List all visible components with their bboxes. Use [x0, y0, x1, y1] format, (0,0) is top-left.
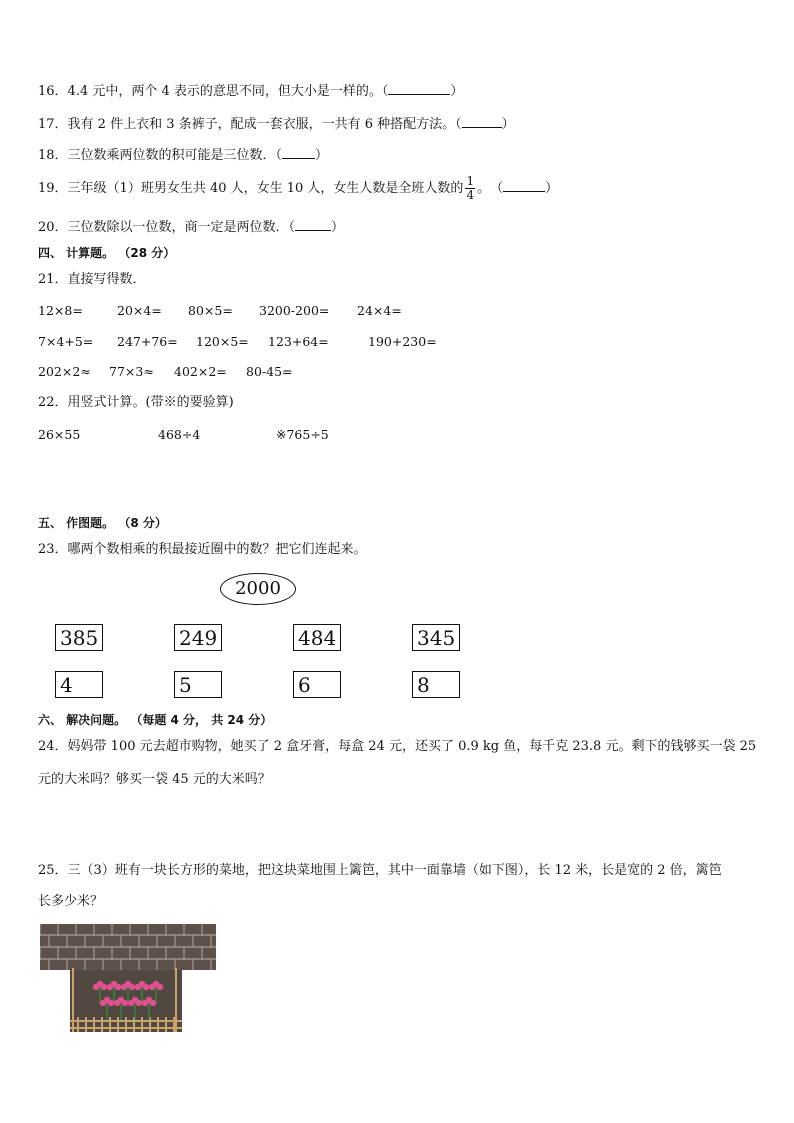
calc-item: 202×2≈: [38, 364, 91, 379]
paren-close: ）: [545, 181, 559, 196]
number-box[interactable]: 8: [412, 671, 460, 698]
question-16: [38, 82, 463, 101]
calc-item: 26×55: [38, 427, 81, 442]
calc-item: 120×5=: [196, 334, 249, 349]
answer-blank[interactable]: [462, 115, 502, 128]
number-box[interactable]: 4: [55, 671, 103, 698]
calc-item: 247+76=: [117, 334, 178, 349]
question-23: 23．哪两个数相乘的积最接近圈中的数？把它们连起来。: [38, 542, 367, 557]
number-box[interactable]: 345: [412, 624, 460, 651]
answer-blank[interactable]: [388, 82, 450, 95]
question-19-after: 。 （: [477, 181, 504, 196]
number-box[interactable]: 6: [293, 671, 341, 698]
question-16-text: 16．4.4 元中，两个 4 表示的意思不同，但大小是一样的。（: [38, 84, 389, 99]
question-19: [38, 174, 558, 204]
calc-item: 80×5=: [188, 303, 233, 318]
question-19-text: 19．三年级（1）班男女生共 40 人，女生 10 人，女生人数是全班人数的: [38, 181, 464, 196]
question-25-line-1: 25．三（3）班有一块长方形的菜地，把这块菜地围上篱笆，其中一面靠墙（如下图），长 12 米，长是宽的 2 倍，篱笆: [38, 863, 722, 878]
question-24-line-2: 元的大米吗？够买一袋 45 元的大米吗？: [38, 772, 271, 787]
calc-item: 7×4+5=: [38, 334, 94, 349]
section-6-heading: 六、 解决问题。 （每题 4 分， 共 24 分）: [38, 713, 273, 727]
answer-blank[interactable]: [295, 218, 331, 231]
calc-item: 77×3≈: [109, 364, 154, 379]
question-24-line-1: 24．妈妈带 100 元去超市购物，她买了 2 盒牙膏，每盒 24 元，还买了 0.9 kg 鱼，每千克 23.8 元。剩下的钱够买一袋 25: [38, 739, 757, 754]
calc-item: 3200-200=: [259, 303, 330, 318]
question-21: 21．直接写得数．: [38, 272, 146, 287]
answer-blank[interactable]: [282, 146, 315, 159]
calc-item: 24×4=: [357, 303, 402, 318]
number-box[interactable]: 249: [174, 624, 222, 651]
question-18-text: 18．三位数乘两位数的积可能是三位数．（: [38, 148, 283, 163]
paren-close: ）: [501, 117, 515, 132]
question-25-line-2: 长多少米？: [38, 894, 104, 909]
garden-illustration: [40, 924, 218, 1038]
question-17: [38, 115, 515, 134]
question-20-text: 20．三位数除以一位数，商一定是两位数．（: [38, 220, 296, 235]
question-17-text: 17．我有 2 件上衣和 3 条裤子，配成一套衣服，一共有 6 种搭配方法。（: [38, 117, 462, 132]
question-20: [38, 218, 344, 237]
calc-item: 402×2=: [174, 364, 227, 379]
section-4-heading: 四、 计算题。 （28 分）: [38, 246, 176, 260]
question-18: [38, 146, 328, 165]
section-5-heading: 五、 作图题。 （8 分）: [38, 516, 167, 530]
number-box[interactable]: 385: [55, 624, 103, 651]
calc-item: 12×8=: [38, 303, 83, 318]
number-box[interactable]: 484: [293, 624, 341, 651]
paren-close: ）: [450, 84, 464, 99]
answer-blank[interactable]: [503, 179, 545, 192]
calc-item: 190+230=: [368, 334, 437, 349]
calc-item: 468÷4: [158, 427, 201, 442]
number-box[interactable]: 5: [174, 671, 222, 698]
calc-item: 80-45=: [246, 364, 293, 379]
target-circle: 2000: [220, 573, 296, 605]
paren-close: ）: [331, 220, 345, 235]
question-22: 22．用竖式计算。(带※的要验算): [38, 395, 234, 410]
calc-item: 20×4=: [117, 303, 162, 318]
paren-close: ）: [315, 148, 329, 163]
fraction: $\frac{1}{4}$: [466, 174, 475, 202]
calc-item: 123+64=: [268, 334, 329, 349]
calc-item: ※765÷5: [276, 427, 329, 442]
